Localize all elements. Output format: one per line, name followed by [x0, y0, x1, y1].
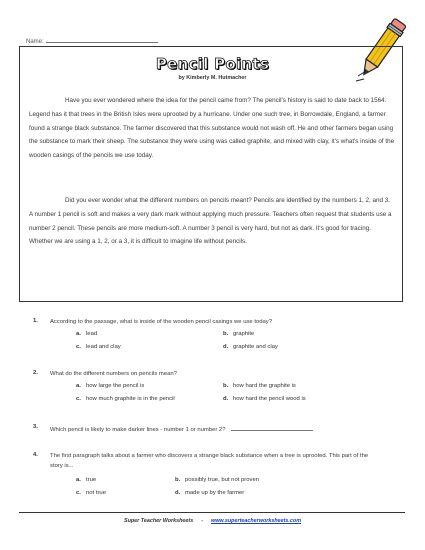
choice-text: true — [86, 477, 97, 483]
footer-separator: - — [201, 518, 204, 524]
choice-2a[interactable] — [76, 383, 144, 389]
name-field — [26, 36, 158, 45]
choice-letter: b. — [223, 383, 229, 389]
choice-2d[interactable] — [223, 396, 306, 402]
choice-letter: a. — [76, 383, 81, 389]
question-number: 4. — [33, 452, 38, 458]
footer — [0, 518, 425, 524]
choice-text: how large the pencil is — [86, 383, 145, 389]
choice-1a[interactable] — [76, 331, 97, 337]
choice-text: made up by the farmer — [185, 490, 245, 496]
choice-text: lead and clay — [86, 344, 121, 350]
choice-letter: b. — [175, 477, 181, 483]
question-number: 2. — [33, 370, 38, 376]
choice-text: how much graphite is in the pencil — [86, 396, 175, 402]
choice-letter: d. — [223, 344, 229, 350]
choice-1d[interactable] — [223, 344, 278, 350]
choice-1b[interactable] — [223, 331, 254, 337]
question-text: Which pencil is likely to make darker lines - number 1 or number 2? — [50, 427, 226, 433]
question-text: What do the different numbers on pencils mean? — [50, 371, 177, 377]
choice-letter: d. — [175, 490, 181, 496]
question-number: 1. — [33, 318, 38, 324]
choice-text: graphite and clay — [233, 344, 278, 350]
answer-blank[interactable] — [231, 424, 313, 431]
choice-4b[interactable] — [175, 477, 259, 483]
page-title: Pencil Points — [155, 55, 270, 73]
passage-box — [19, 46, 403, 302]
choice-1c[interactable] — [76, 344, 121, 350]
name-label: Name: — [26, 39, 44, 45]
choice-text: graphite — [233, 331, 255, 337]
question-text: According to the passage, what is inside of the wooden pencil casings we use today? — [50, 319, 273, 325]
footer-divider — [19, 512, 405, 513]
choice-4c[interactable] — [76, 490, 106, 496]
choice-letter: c. — [76, 344, 81, 350]
choice-letter: d. — [223, 396, 229, 402]
question-text-wrap — [50, 424, 410, 436]
choice-text: possibly true, but not proven — [185, 477, 260, 483]
choice-text: how hard the pencil wood is — [233, 396, 306, 402]
choice-text: lead — [86, 331, 98, 337]
choice-letter: b. — [223, 331, 229, 337]
choice-letter: a. — [76, 331, 81, 337]
choice-4d[interactable] — [175, 490, 244, 496]
choice-letter: a. — [76, 477, 81, 483]
footer-brand: Super Teacher Worksheets — [124, 518, 194, 524]
choice-4a[interactable] — [76, 477, 96, 483]
choice-letter: c. — [76, 396, 81, 402]
passage-paragraph-2: Did you ever wonder what the different numbers on pencils meant? Pencils are identified by the numbers 1, 2, and 3. A number 1 pencil is soft and makes a very dark mark without applying much pressure. Teachers often request that students use a number 2 pencil. These pencils are more medium-soft. A number 3 pencil is very hard, but not as dark. It's good for tracing. Whether we are using a 1, 2, or a 3, it is difficult to imagine life without pencils. — [29, 197, 392, 246]
choice-2b[interactable] — [223, 383, 296, 389]
question-number: 3. — [33, 424, 38, 430]
byline: by Kimberly M. Hutmacher — [178, 75, 247, 81]
question-text: The first paragraph talks about a farmer who discovers a strange black substance when a tree is uprooted. This part of the story is... — [50, 453, 369, 469]
footer-link[interactable]: www.superteacherworksheets.com — [211, 518, 301, 524]
choice-letter: c. — [76, 490, 81, 496]
name-blank[interactable] — [46, 36, 158, 43]
choice-text: not true — [86, 490, 106, 496]
passage-paragraph-1: Have you ever wondered where the idea for the pencil came from? The pencil's history is said to date back to 1564. Legend has it that trees in the British Isles were uprooted by a hurricane. Under one such tree, in Borrowdale, England, a farmer found a strange black substance. The farmer discovered that this substance would not wash off. He and other farmers began using the substance to mark their sheep. The substance they were using was called graphite, and mixed with clay, it's what's inside of the wooden casings of the pencils we use today. — [29, 97, 395, 160]
choice-text: how hard the graphite is — [233, 383, 296, 389]
choice-2c[interactable] — [76, 396, 175, 402]
